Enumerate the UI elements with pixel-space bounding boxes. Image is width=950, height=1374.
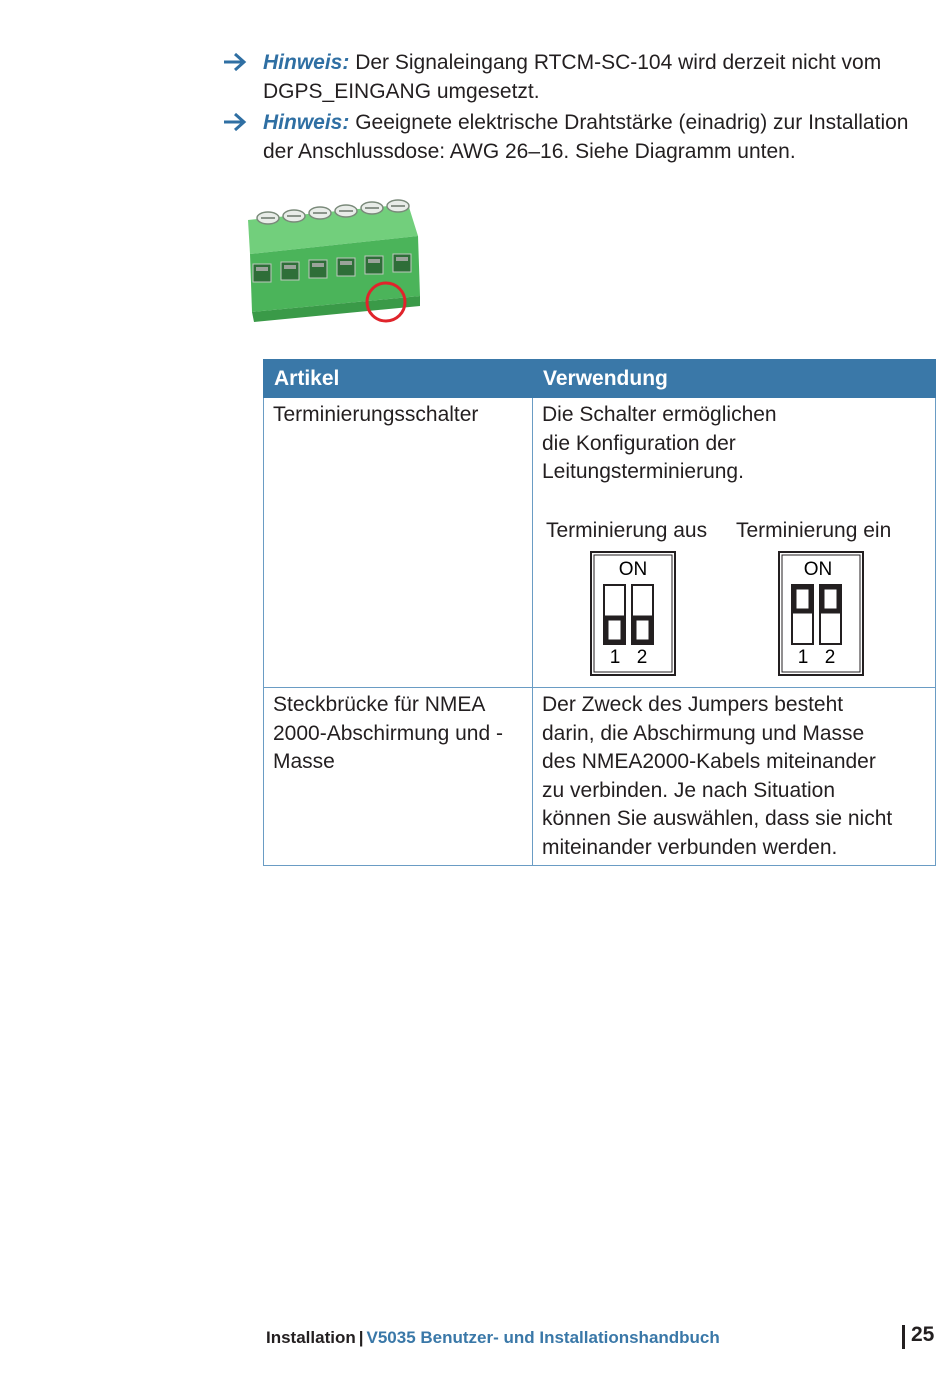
switch-on-text: ON — [803, 558, 833, 580]
note-text: Der Signaleingang RTCM-SC-104 wird derzeit nicht vom DGPS_EINGANG umgesetzt. — [263, 51, 882, 103]
terminal-block-image — [238, 196, 424, 330]
note-keyword: Hinweis: — [263, 111, 350, 134]
dip-switch-on-icon — [778, 551, 864, 676]
note-keyword: Hinweis: — [263, 51, 350, 74]
dip-switch-off-icon — [590, 551, 676, 676]
usage-cell — [533, 688, 936, 866]
switch-diagrams — [546, 517, 926, 677]
switch-number-1: 1 — [609, 646, 621, 668]
note-2 — [222, 108, 922, 166]
table-row — [264, 398, 936, 688]
page-number-bar — [902, 1325, 905, 1349]
switch-on-diagram — [736, 517, 926, 677]
usage-text: Die Schalter ermöglichen die Konfiguration der Leitungsterminierung. — [542, 403, 777, 483]
usage-text: Der Zweck des Jumpers besteht darin, die Abschirmung und Masse des NMEA2000-Kabels miteinander zu verbinden. Je nach Situation können Sie auswählen, dass sie nicht miteinander verbunden werden. — [542, 693, 893, 859]
switch-on-label: Terminierung ein — [736, 518, 892, 542]
footer-section: Installation — [266, 1328, 356, 1347]
note-1 — [222, 48, 922, 106]
header-item: Artikel — [264, 360, 533, 398]
arrow-right-icon — [222, 111, 248, 133]
page-number: 25 — [911, 1323, 935, 1346]
footer — [266, 1328, 720, 1348]
footer-separator: | — [358, 1328, 364, 1347]
spec-table — [263, 359, 936, 866]
item-cell — [264, 688, 533, 866]
table-header-row — [264, 360, 936, 398]
switch-number-2: 2 — [636, 646, 648, 668]
item-cell: Terminierungsschalter — [264, 398, 533, 688]
note-text: Geeignete elektrische Drahtstärke (einadrig) zur Installation der Anschlussdose: AWG 26–16. Siehe Diagramm unten. — [263, 111, 909, 163]
footer-document-title: V5035 Benutzer- und Installationshandbuch — [366, 1328, 720, 1347]
switch-off-label: Terminierung aus — [546, 518, 708, 542]
switch-number-1: 1 — [797, 646, 809, 668]
usage-cell — [533, 398, 936, 688]
arrow-right-icon — [222, 51, 248, 73]
table-row — [264, 688, 936, 866]
switch-number-2: 2 — [824, 646, 836, 668]
switch-off-diagram — [546, 517, 736, 677]
header-usage: Verwendung — [533, 360, 936, 398]
item-text: Steckbrücke für NMEA 2000-Abschirmung und -Masse — [273, 693, 503, 773]
switch-on-text: ON — [618, 558, 648, 580]
